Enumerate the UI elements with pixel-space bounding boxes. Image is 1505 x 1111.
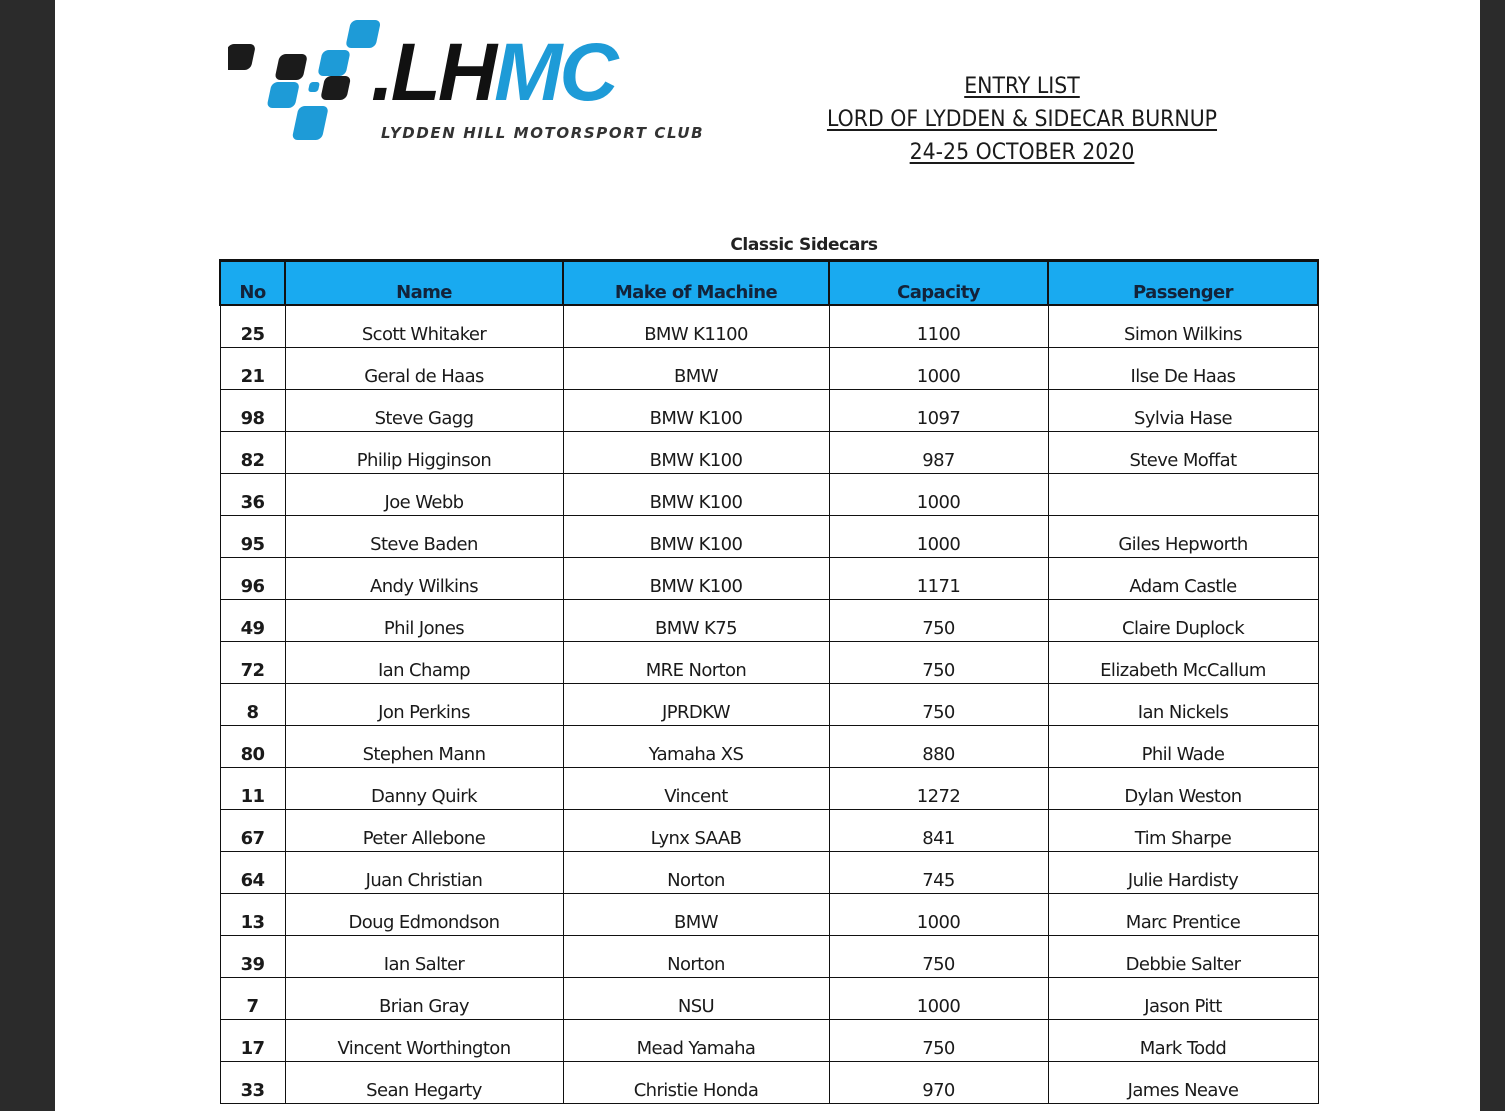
cell-passenger: Julie Hardisty: [1048, 852, 1318, 894]
entry-table: [219, 259, 1319, 1104]
cell-no: 67: [220, 810, 285, 852]
cell-passenger: Ian Nickels: [1048, 684, 1318, 726]
cell-no: 21: [220, 348, 285, 390]
cell-make: BMW K100: [563, 558, 829, 600]
cell-no: 49: [220, 600, 285, 642]
table-row: [220, 432, 1318, 474]
cell-passenger: Jason Pitt: [1048, 978, 1318, 1020]
cell-passenger: James Neave: [1048, 1062, 1318, 1104]
cell-name: Philip Higginson: [285, 432, 563, 474]
column-header-make: Make of Machine: [563, 261, 829, 306]
cell-capacity: 841: [829, 810, 1048, 852]
cell-no: 36: [220, 474, 285, 516]
cell-passenger: Elizabeth McCallum: [1048, 642, 1318, 684]
table-row: [220, 810, 1318, 852]
cell-capacity: 970: [829, 1062, 1048, 1104]
cell-capacity: 745: [829, 852, 1048, 894]
cell-name: Stephen Mann: [285, 726, 563, 768]
cell-make: Christie Honda: [563, 1062, 829, 1104]
cell-passenger: Marc Prentice: [1048, 894, 1318, 936]
document-page: [55, 0, 1480, 1111]
cell-passenger: [1048, 474, 1318, 516]
column-header-no: No: [220, 261, 285, 306]
heading-line-3: 24-25 OCTOBER 2020: [909, 140, 1135, 165]
cell-make: BMW K75: [563, 600, 829, 642]
table-caption: Classic Sidecars: [730, 235, 878, 255]
cell-passenger: Ilse De Haas: [1048, 348, 1318, 390]
cell-make: MRE Norton: [563, 642, 829, 684]
cell-capacity: 1100: [829, 305, 1048, 348]
cell-make: BMW K100: [563, 390, 829, 432]
cell-make: Yamaha XS: [563, 726, 829, 768]
table-row: [220, 642, 1318, 684]
cell-make: BMW K100: [563, 516, 829, 558]
heading-line-1: ENTRY LIST: [964, 74, 1080, 99]
cell-name: Danny Quirk: [285, 768, 563, 810]
cell-capacity: 987: [829, 432, 1048, 474]
cell-no: 33: [220, 1062, 285, 1104]
cell-name: Scott Whitaker: [285, 305, 563, 348]
document-heading: [775, 70, 1269, 169]
table-row: [220, 1020, 1318, 1062]
cell-passenger: Sylvia Hase: [1048, 390, 1318, 432]
column-header-capacity: Capacity: [829, 261, 1048, 306]
cell-no: 11: [220, 768, 285, 810]
cell-capacity: 750: [829, 936, 1048, 978]
table-row: [220, 978, 1318, 1020]
heading-line-2: LORD OF LYDDEN & SIDECAR BURNUP: [826, 107, 1218, 132]
cell-passenger: Dylan Weston: [1048, 768, 1318, 810]
table-row: [220, 474, 1318, 516]
cell-make: Norton: [563, 936, 829, 978]
cell-passenger: Debbie Salter: [1048, 936, 1318, 978]
cell-passenger: Claire Duplock: [1048, 600, 1318, 642]
table-body: [220, 305, 1318, 1104]
cell-passenger: Adam Castle: [1048, 558, 1318, 600]
cell-capacity: 750: [829, 642, 1048, 684]
cell-make: Lynx SAAB: [563, 810, 829, 852]
cell-no: 72: [220, 642, 285, 684]
cell-name: Peter Allebone: [285, 810, 563, 852]
cell-make: BMW K1100: [563, 305, 829, 348]
checkered-flag-graphic: [228, 16, 388, 151]
cell-name: Geral de Haas: [285, 348, 563, 390]
cell-name: Steve Baden: [285, 516, 563, 558]
cell-no: 17: [220, 1020, 285, 1062]
cell-name: Juan Christian: [285, 852, 563, 894]
cell-capacity: 1000: [829, 894, 1048, 936]
table-row: [220, 390, 1318, 432]
table-header-row: [220, 261, 1318, 306]
cell-make: Vincent: [563, 768, 829, 810]
cell-name: Vincent Worthington: [285, 1020, 563, 1062]
cell-name: Doug Edmondson: [285, 894, 563, 936]
column-header-passenger: Passenger: [1048, 261, 1318, 306]
logo-subtitle: LYDDEN HILL MOTORSPORT CLUB: [381, 124, 705, 142]
table-row: [220, 684, 1318, 726]
logo-wordmark: [371, 27, 616, 118]
table-row: [220, 1062, 1318, 1104]
cell-no: 98: [220, 390, 285, 432]
cell-make: JPRDKW: [563, 684, 829, 726]
cell-name: Brian Gray: [285, 978, 563, 1020]
table-row: [220, 305, 1318, 348]
cell-no: 39: [220, 936, 285, 978]
cell-name: Ian Champ: [285, 642, 563, 684]
cell-no: 82: [220, 432, 285, 474]
table-row: [220, 894, 1318, 936]
cell-capacity: 1272: [829, 768, 1048, 810]
cell-make: Mead Yamaha: [563, 1020, 829, 1062]
cell-name: Jon Perkins: [285, 684, 563, 726]
table-row: [220, 348, 1318, 390]
table-row: [220, 936, 1318, 978]
cell-no: 8: [220, 684, 285, 726]
cell-capacity: 1097: [829, 390, 1048, 432]
cell-no: 64: [220, 852, 285, 894]
table-row: [220, 558, 1318, 600]
cell-make: BMW K100: [563, 474, 829, 516]
cell-passenger: Giles Hepworth: [1048, 516, 1318, 558]
cell-make: BMW: [563, 894, 829, 936]
cell-name: Steve Gagg: [285, 390, 563, 432]
cell-no: 7: [220, 978, 285, 1020]
cell-passenger: Tim Sharpe: [1048, 810, 1318, 852]
table-row: [220, 852, 1318, 894]
column-header-name: Name: [285, 261, 563, 306]
cell-passenger: Simon Wilkins: [1048, 305, 1318, 348]
cell-no: 96: [220, 558, 285, 600]
cell-no: 80: [220, 726, 285, 768]
cell-capacity: 1000: [829, 348, 1048, 390]
cell-make: BMW: [563, 348, 829, 390]
cell-capacity: 750: [829, 684, 1048, 726]
cell-no: 95: [220, 516, 285, 558]
cell-name: Joe Webb: [285, 474, 563, 516]
cell-name: Phil Jones: [285, 600, 563, 642]
cell-no: 13: [220, 894, 285, 936]
cell-passenger: Mark Todd: [1048, 1020, 1318, 1062]
table-row: [220, 516, 1318, 558]
cell-capacity: 1000: [829, 978, 1048, 1020]
logo-wordmark-dark: .LH: [371, 27, 495, 118]
cell-passenger: Phil Wade: [1048, 726, 1318, 768]
cell-capacity: 750: [829, 1020, 1048, 1062]
cell-make: Norton: [563, 852, 829, 894]
table-row: [220, 600, 1318, 642]
cell-name: Andy Wilkins: [285, 558, 563, 600]
cell-capacity: 1000: [829, 516, 1048, 558]
cell-no: 25: [220, 305, 285, 348]
logo-wordmark-blue: MC: [494, 27, 616, 118]
cell-name: Ian Salter: [285, 936, 563, 978]
cell-capacity: 1000: [829, 474, 1048, 516]
lhmc-logo: [228, 16, 705, 151]
table-row: [220, 768, 1318, 810]
cell-capacity: 1171: [829, 558, 1048, 600]
cell-make: BMW K100: [563, 432, 829, 474]
table-row: [220, 726, 1318, 768]
cell-name: Sean Hegarty: [285, 1062, 563, 1104]
cell-capacity: 750: [829, 600, 1048, 642]
cell-make: NSU: [563, 978, 829, 1020]
cell-capacity: 880: [829, 726, 1048, 768]
cell-passenger: Steve Moffat: [1048, 432, 1318, 474]
